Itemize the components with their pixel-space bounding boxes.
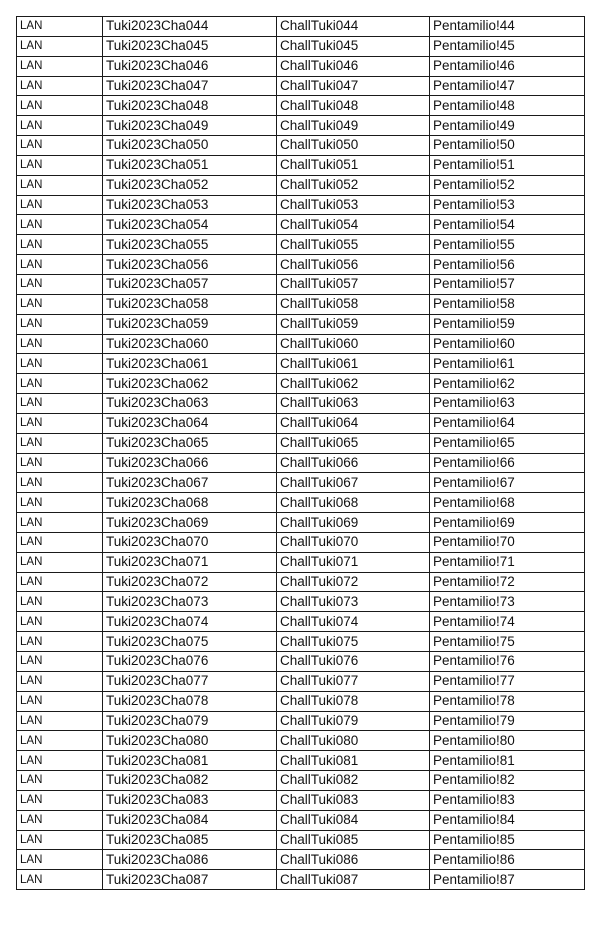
account-id-cell: Tuki2023Cha069 [103, 513, 277, 533]
username-cell: ChallTuki048 [277, 96, 430, 116]
account-id-cell: Tuki2023Cha056 [103, 255, 277, 275]
username-cell: ChallTuki078 [277, 691, 430, 711]
table-row [17, 235, 585, 255]
username-cell: ChallTuki073 [277, 592, 430, 612]
account-id-cell: Tuki2023Cha044 [103, 17, 277, 37]
account-id-cell: Tuki2023Cha049 [103, 116, 277, 136]
password-cell: Pentamilio!72 [430, 572, 585, 592]
table-row [17, 731, 585, 751]
password-cell: Pentamilio!51 [430, 155, 585, 175]
username-cell: ChallTuki063 [277, 394, 430, 414]
network-type-cell: LAN [17, 731, 103, 751]
table-row [17, 76, 585, 96]
password-cell: Pentamilio!60 [430, 334, 585, 354]
network-type-cell: LAN [17, 394, 103, 414]
account-id-cell: Tuki2023Cha057 [103, 274, 277, 294]
table-row [17, 17, 585, 37]
password-cell: Pentamilio!78 [430, 691, 585, 711]
table-row [17, 136, 585, 156]
account-id-cell: Tuki2023Cha074 [103, 612, 277, 632]
account-id-cell: Tuki2023Cha064 [103, 413, 277, 433]
password-cell: Pentamilio!47 [430, 76, 585, 96]
password-cell: Pentamilio!64 [430, 413, 585, 433]
username-cell: ChallTuki069 [277, 513, 430, 533]
table-row [17, 810, 585, 830]
username-cell: ChallTuki046 [277, 56, 430, 76]
network-type-cell: LAN [17, 56, 103, 76]
network-type-cell: LAN [17, 552, 103, 572]
account-id-cell: Tuki2023Cha082 [103, 771, 277, 791]
account-id-cell: Tuki2023Cha051 [103, 155, 277, 175]
username-cell: ChallTuki062 [277, 374, 430, 394]
username-cell: ChallTuki056 [277, 255, 430, 275]
network-type-cell: LAN [17, 592, 103, 612]
username-cell: ChallTuki052 [277, 175, 430, 195]
username-cell: ChallTuki057 [277, 274, 430, 294]
network-type-cell: LAN [17, 810, 103, 830]
account-id-cell: Tuki2023Cha084 [103, 810, 277, 830]
table-row [17, 175, 585, 195]
password-cell: Pentamilio!81 [430, 751, 585, 771]
table-row [17, 413, 585, 433]
username-cell: ChallTuki055 [277, 235, 430, 255]
network-type-cell: LAN [17, 96, 103, 116]
network-type-cell: LAN [17, 652, 103, 672]
username-cell: ChallTuki045 [277, 36, 430, 56]
account-id-cell: Tuki2023Cha077 [103, 671, 277, 691]
username-cell: ChallTuki085 [277, 830, 430, 850]
network-type-cell: LAN [17, 771, 103, 791]
table-row [17, 374, 585, 394]
table-row [17, 572, 585, 592]
table-row [17, 513, 585, 533]
network-type-cell: LAN [17, 473, 103, 493]
password-cell: Pentamilio!56 [430, 255, 585, 275]
password-cell: Pentamilio!87 [430, 870, 585, 890]
table-row [17, 493, 585, 513]
username-cell: ChallTuki049 [277, 116, 430, 136]
password-cell: Pentamilio!55 [430, 235, 585, 255]
account-id-cell: Tuki2023Cha080 [103, 731, 277, 751]
credentials-table-body [17, 17, 585, 890]
account-id-cell: Tuki2023Cha062 [103, 374, 277, 394]
username-cell: ChallTuki075 [277, 632, 430, 652]
username-cell: ChallTuki059 [277, 314, 430, 334]
password-cell: Pentamilio!85 [430, 830, 585, 850]
table-row [17, 433, 585, 453]
username-cell: ChallTuki083 [277, 790, 430, 810]
username-cell: ChallTuki060 [277, 334, 430, 354]
network-type-cell: LAN [17, 215, 103, 235]
network-type-cell: LAN [17, 632, 103, 652]
network-type-cell: LAN [17, 691, 103, 711]
username-cell: ChallTuki080 [277, 731, 430, 751]
password-cell: Pentamilio!79 [430, 711, 585, 731]
network-type-cell: LAN [17, 433, 103, 453]
username-cell: ChallTuki071 [277, 552, 430, 572]
password-cell: Pentamilio!69 [430, 513, 585, 533]
network-type-cell: LAN [17, 790, 103, 810]
network-type-cell: LAN [17, 235, 103, 255]
network-type-cell: LAN [17, 830, 103, 850]
password-cell: Pentamilio!59 [430, 314, 585, 334]
network-type-cell: LAN [17, 413, 103, 433]
username-cell: ChallTuki058 [277, 294, 430, 314]
table-row [17, 532, 585, 552]
table-row [17, 850, 585, 870]
table-row [17, 592, 585, 612]
network-type-cell: LAN [17, 274, 103, 294]
username-cell: ChallTuki054 [277, 215, 430, 235]
table-row [17, 751, 585, 771]
table-row [17, 274, 585, 294]
network-type-cell: LAN [17, 17, 103, 37]
network-type-cell: LAN [17, 374, 103, 394]
password-cell: Pentamilio!83 [430, 790, 585, 810]
password-cell: Pentamilio!45 [430, 36, 585, 56]
credentials-table [16, 16, 585, 890]
network-type-cell: LAN [17, 255, 103, 275]
account-id-cell: Tuki2023Cha059 [103, 314, 277, 334]
account-id-cell: Tuki2023Cha087 [103, 870, 277, 890]
network-type-cell: LAN [17, 671, 103, 691]
username-cell: ChallTuki047 [277, 76, 430, 96]
account-id-cell: Tuki2023Cha058 [103, 294, 277, 314]
username-cell: ChallTuki064 [277, 413, 430, 433]
password-cell: Pentamilio!73 [430, 592, 585, 612]
account-id-cell: Tuki2023Cha054 [103, 215, 277, 235]
table-row [17, 870, 585, 890]
account-id-cell: Tuki2023Cha063 [103, 394, 277, 414]
table-row [17, 96, 585, 116]
network-type-cell: LAN [17, 136, 103, 156]
account-id-cell: Tuki2023Cha066 [103, 453, 277, 473]
password-cell: Pentamilio!61 [430, 354, 585, 374]
network-type-cell: LAN [17, 314, 103, 334]
password-cell: Pentamilio!52 [430, 175, 585, 195]
password-cell: Pentamilio!71 [430, 552, 585, 572]
network-type-cell: LAN [17, 116, 103, 136]
password-cell: Pentamilio!70 [430, 532, 585, 552]
table-row [17, 632, 585, 652]
network-type-cell: LAN [17, 76, 103, 96]
username-cell: ChallTuki086 [277, 850, 430, 870]
password-cell: Pentamilio!74 [430, 612, 585, 632]
account-id-cell: Tuki2023Cha076 [103, 652, 277, 672]
network-type-cell: LAN [17, 334, 103, 354]
username-cell: ChallTuki081 [277, 751, 430, 771]
password-cell: Pentamilio!44 [430, 17, 585, 37]
password-cell: Pentamilio!77 [430, 671, 585, 691]
table-row [17, 552, 585, 572]
account-id-cell: Tuki2023Cha050 [103, 136, 277, 156]
table-row [17, 334, 585, 354]
table-row [17, 671, 585, 691]
account-id-cell: Tuki2023Cha068 [103, 493, 277, 513]
account-id-cell: Tuki2023Cha078 [103, 691, 277, 711]
network-type-cell: LAN [17, 294, 103, 314]
table-row [17, 255, 585, 275]
password-cell: Pentamilio!68 [430, 493, 585, 513]
password-cell: Pentamilio!46 [430, 56, 585, 76]
table-row [17, 691, 585, 711]
account-id-cell: Tuki2023Cha081 [103, 751, 277, 771]
account-id-cell: Tuki2023Cha070 [103, 532, 277, 552]
table-row [17, 116, 585, 136]
username-cell: ChallTuki070 [277, 532, 430, 552]
account-id-cell: Tuki2023Cha065 [103, 433, 277, 453]
account-id-cell: Tuki2023Cha045 [103, 36, 277, 56]
password-cell: Pentamilio!63 [430, 394, 585, 414]
account-id-cell: Tuki2023Cha046 [103, 56, 277, 76]
table-row [17, 652, 585, 672]
password-cell: Pentamilio!53 [430, 195, 585, 215]
password-cell: Pentamilio!66 [430, 453, 585, 473]
network-type-cell: LAN [17, 850, 103, 870]
table-row [17, 314, 585, 334]
account-id-cell: Tuki2023Cha085 [103, 830, 277, 850]
table-row [17, 453, 585, 473]
username-cell: ChallTuki051 [277, 155, 430, 175]
username-cell: ChallTuki072 [277, 572, 430, 592]
password-cell: Pentamilio!76 [430, 652, 585, 672]
account-id-cell: Tuki2023Cha060 [103, 334, 277, 354]
username-cell: ChallTuki044 [277, 17, 430, 37]
account-id-cell: Tuki2023Cha047 [103, 76, 277, 96]
password-cell: Pentamilio!65 [430, 433, 585, 453]
password-cell: Pentamilio!54 [430, 215, 585, 235]
account-id-cell: Tuki2023Cha073 [103, 592, 277, 612]
network-type-cell: LAN [17, 36, 103, 56]
table-row [17, 56, 585, 76]
table-row [17, 354, 585, 374]
network-type-cell: LAN [17, 612, 103, 632]
username-cell: ChallTuki074 [277, 612, 430, 632]
table-row [17, 830, 585, 850]
username-cell: ChallTuki087 [277, 870, 430, 890]
password-cell: Pentamilio!75 [430, 632, 585, 652]
username-cell: ChallTuki079 [277, 711, 430, 731]
password-cell: Pentamilio!67 [430, 473, 585, 493]
account-id-cell: Tuki2023Cha086 [103, 850, 277, 870]
network-type-cell: LAN [17, 751, 103, 771]
password-cell: Pentamilio!49 [430, 116, 585, 136]
network-type-cell: LAN [17, 572, 103, 592]
username-cell: ChallTuki084 [277, 810, 430, 830]
table-row [17, 473, 585, 493]
account-id-cell: Tuki2023Cha048 [103, 96, 277, 116]
username-cell: ChallTuki082 [277, 771, 430, 791]
network-type-cell: LAN [17, 175, 103, 195]
username-cell: ChallTuki077 [277, 671, 430, 691]
table-row [17, 195, 585, 215]
password-cell: Pentamilio!62 [430, 374, 585, 394]
network-type-cell: LAN [17, 155, 103, 175]
account-id-cell: Tuki2023Cha079 [103, 711, 277, 731]
password-cell: Pentamilio!58 [430, 294, 585, 314]
account-id-cell: Tuki2023Cha075 [103, 632, 277, 652]
account-id-cell: Tuki2023Cha055 [103, 235, 277, 255]
table-row [17, 394, 585, 414]
table-row [17, 790, 585, 810]
account-id-cell: Tuki2023Cha061 [103, 354, 277, 374]
username-cell: ChallTuki067 [277, 473, 430, 493]
username-cell: ChallTuki050 [277, 136, 430, 156]
network-type-cell: LAN [17, 532, 103, 552]
table-row [17, 711, 585, 731]
username-cell: ChallTuki066 [277, 453, 430, 473]
table-row [17, 36, 585, 56]
password-cell: Pentamilio!50 [430, 136, 585, 156]
table-row [17, 294, 585, 314]
network-type-cell: LAN [17, 453, 103, 473]
account-id-cell: Tuki2023Cha053 [103, 195, 277, 215]
account-id-cell: Tuki2023Cha071 [103, 552, 277, 572]
account-id-cell: Tuki2023Cha052 [103, 175, 277, 195]
username-cell: ChallTuki065 [277, 433, 430, 453]
username-cell: ChallTuki053 [277, 195, 430, 215]
username-cell: ChallTuki061 [277, 354, 430, 374]
table-row [17, 215, 585, 235]
username-cell: ChallTuki076 [277, 652, 430, 672]
network-type-cell: LAN [17, 711, 103, 731]
password-cell: Pentamilio!82 [430, 771, 585, 791]
password-cell: Pentamilio!57 [430, 274, 585, 294]
table-row [17, 612, 585, 632]
network-type-cell: LAN [17, 493, 103, 513]
password-cell: Pentamilio!86 [430, 850, 585, 870]
table-row [17, 771, 585, 791]
password-cell: Pentamilio!84 [430, 810, 585, 830]
table-row [17, 155, 585, 175]
account-id-cell: Tuki2023Cha072 [103, 572, 277, 592]
network-type-cell: LAN [17, 195, 103, 215]
password-cell: Pentamilio!48 [430, 96, 585, 116]
username-cell: ChallTuki068 [277, 493, 430, 513]
network-type-cell: LAN [17, 513, 103, 533]
password-cell: Pentamilio!80 [430, 731, 585, 751]
network-type-cell: LAN [17, 870, 103, 890]
account-id-cell: Tuki2023Cha083 [103, 790, 277, 810]
account-id-cell: Tuki2023Cha067 [103, 473, 277, 493]
network-type-cell: LAN [17, 354, 103, 374]
